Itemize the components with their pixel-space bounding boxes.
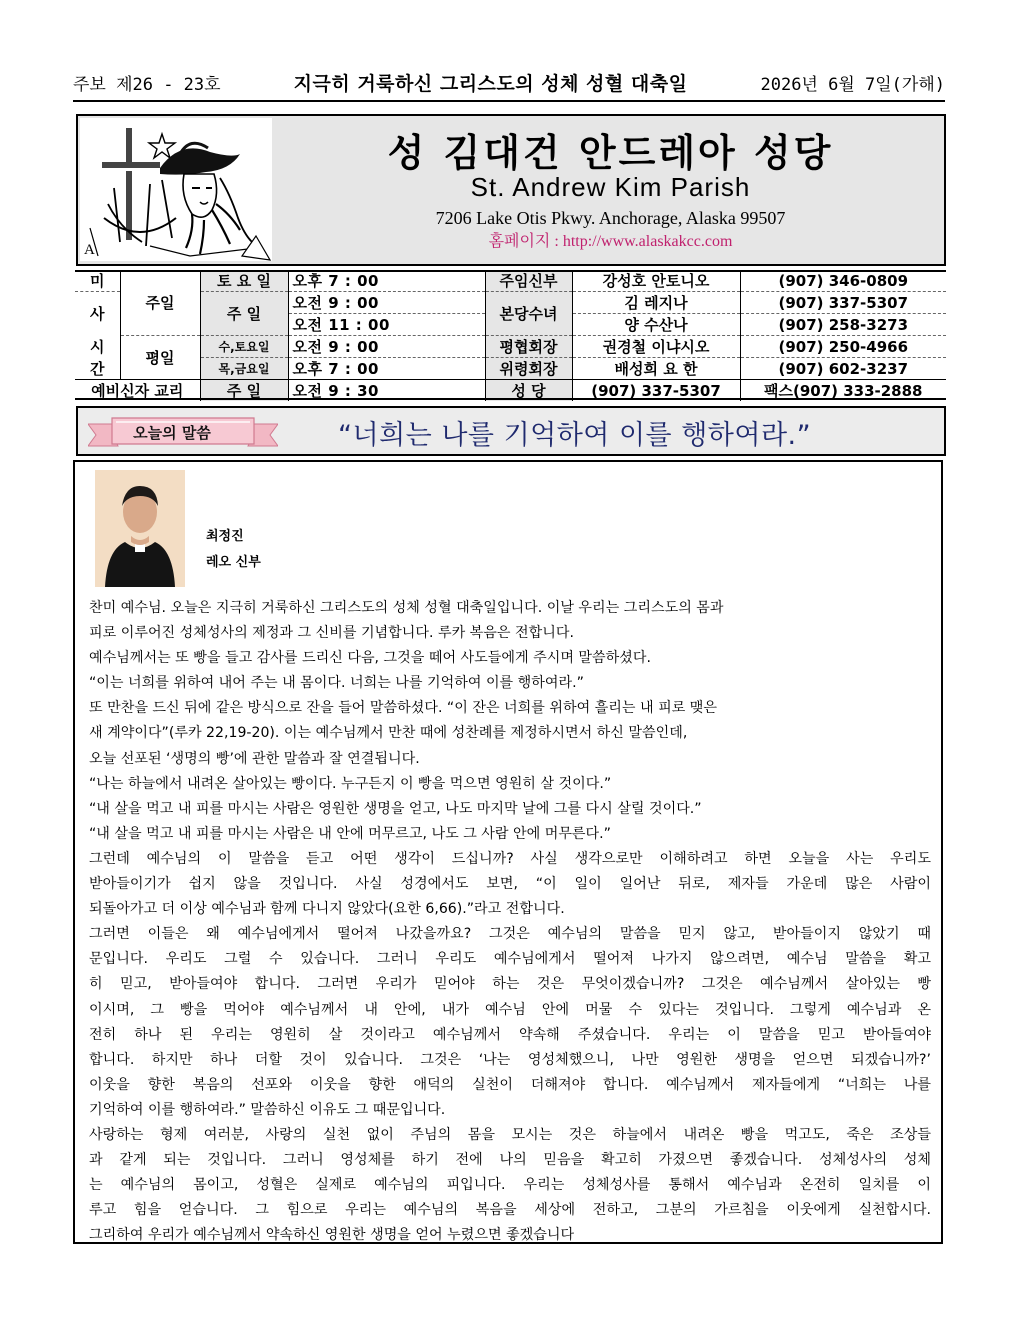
mass-label-4: 간	[75, 358, 120, 380]
author-name: 최정진	[206, 529, 244, 544]
parish-name-korean: 성 김대건 안드레아 성당	[387, 130, 834, 175]
church-label: 성 당	[485, 380, 572, 402]
homily-line: “내 살을 먹고 내 피를 마시는 사람은 영원한 생명을 얻고, 나도 마지막 날에 그를 다시 살릴 것이다.”	[89, 800, 702, 817]
word-of-day-label: 오늘의 말씀	[133, 424, 211, 442]
thu-fri-mass-time: 오후 7 : 00	[288, 358, 485, 380]
homily-line: 되돌아가고 더 이상 예수님과 함께 다니지 않았다(요한 6,66).”라고 전합니다.	[89, 901, 565, 918]
mass-label-2-text: 사	[90, 305, 105, 324]
wed-sat-label: 수,토요일	[200, 336, 288, 358]
church-phone: (907) 337-5307	[572, 380, 740, 402]
homily-line: 이웃을 향한 복음의 선포와 이웃을 향한 애덕의 실천이 더해져야 합니다. 예수님께서 제자들에게 “너희는 나를	[89, 1076, 931, 1093]
homily-line: 전히 하나 된 우리는 영원히 살 것이라고 예수님께서 약속해 주셨습니다. 우리는 이 말씀을 믿고 받아들여야	[89, 1026, 931, 1043]
saint-andrew-logo-icon	[80, 118, 272, 261]
catechism-day: 주 일	[200, 380, 288, 402]
sister-2-name: 양 수산나	[572, 314, 740, 336]
homily-line: 오늘 선포된 ‘생명의 빵’에 관한 말씀과 잘 연결됩니다.	[89, 750, 420, 767]
mass-label-1: 미	[75, 270, 120, 292]
pastor-label: 주임신부	[485, 270, 572, 292]
catechism-label: 예비신자 교리	[75, 380, 200, 402]
mass-label-2	[75, 292, 120, 336]
saturday-mass-time: 오후 7 : 00	[288, 270, 485, 292]
bulletin-top-line	[73, 64, 945, 102]
word-of-day-banner	[76, 406, 946, 456]
parish-logo	[80, 118, 272, 261]
thu-fri-label: 목,금요일	[200, 358, 288, 380]
homily-line: “이는 너희를 위하여 내어 주는 내 몸이다. 너희는 나를 기억하여 이를 행하여라.”	[89, 675, 584, 692]
homily-line: 문입니다. 우리도 그럴 수 있습니다. 그러니 우리도 예수님에게서 떨어져 나가지 않으려면, 예수님 말씀을 확고	[89, 951, 931, 968]
sister-1-name: 김 레지나	[572, 292, 740, 314]
author-title: 레오 신부	[206, 555, 261, 570]
homepage-link[interactable]: 홈페이지 : http://www.alaskakcc.com	[488, 233, 733, 250]
sister-1-phone: (907) 337-5307	[740, 292, 946, 314]
homily-line: 그리하여 우리가 예수님께서 약속하신 영원한 생명을 얻어 누렸으면 좋겠습니다	[89, 1227, 575, 1244]
wed-sat-mass-time: 오전 9 : 00	[288, 336, 485, 358]
homily-line: 합니다. 하지만 하나 더할 것이 있습니다. 그것은 ‘나는 영성체했으니, 나만 영원한 생명을 얻으면 되겠습니까?’	[89, 1051, 931, 1068]
homily-line: 찬미 예수님. 오늘은 지극히 거룩하신 그리스도의 성체 성혈 대축일입니다. 이날 우리는 그리스도의 몸과	[89, 600, 724, 616]
council-label: 평협회장	[485, 336, 572, 358]
parish-header	[76, 114, 946, 266]
sunday-mass-time-1: 오전 9 : 00	[288, 292, 485, 314]
homily-line: “나는 하늘에서 내려온 살아있는 빵이다. 누구든지 이 빵을 먹으면 영원히 살 것이다.”	[89, 775, 612, 792]
homily-line: 는 예수님의 몸이고, 성혈은 실제로 예수님의 피입니다. 우리는 성체성사를 통해서 예수님과 온전히 일치를 이	[89, 1177, 931, 1194]
catechism-time: 오전 9 : 30	[288, 380, 485, 402]
council-name: 권경철 이냐시오	[572, 336, 740, 358]
mass-label-3: 시	[90, 338, 105, 356]
homily-line: 또 만찬을 드신 뒤에 같은 방식으로 잔을 들어 말씀하셨다. “이 잔은 너희를 위하여 흘리는 내 피로 맺은	[89, 700, 718, 717]
homily-line: 이시며, 그 빵을 먹어야 예수님께서 내 안에, 내가 예수님 안에 머물 수 있다는 것입니다. 그렇게 예수님과 온	[89, 1001, 931, 1018]
homily-text	[89, 596, 931, 1248]
homily-line: “내 살을 먹고 내 피를 마시는 사람은 내 안에 머무르고, 나도 그 사람 안에 머무른다.”	[89, 825, 611, 842]
homily-line: 기억하여 이를 행하여라.” 말씀하신 이유도 그 때문입니다.	[89, 1101, 446, 1118]
sister-2-phone: (907) 258-3273	[740, 314, 946, 336]
saturday-label: 토 요 일	[200, 270, 288, 292]
homily-line: 사랑하는 형제 여러분, 사랑의 실천 없이 주님의 몸을 모시는 것은 하늘에서 내려온 빵을 먹고도, 죽은 조상들	[89, 1126, 931, 1143]
word-of-day-text: “너희는 나를 기억하여 이를 행하여라.”	[338, 420, 812, 451]
homily-box	[73, 460, 943, 1244]
homily-line: 루고 힘을 얻습니다. 그 힘으로 우리는 예수님의 복음을 세상에 전하고, 그분의 가르침을 이웃에게 실천합시다.	[89, 1202, 931, 1219]
weekday-label: 평일	[120, 336, 200, 380]
sisters-label: 본당수녀	[485, 292, 572, 336]
sunday-label: 주일	[120, 270, 200, 336]
homily-line: 피로 이루어진 성체성사의 제정과 그 신비를 기념합니다. 루카 복음은 전합니다.	[89, 625, 574, 642]
homily-line: 그러면 이들은 왜 예수님에게서 떨어져 나갔을까요? 그것은 예수님의 말씀을 믿지 않고, 받아들이지 않았기 때	[89, 926, 931, 943]
bulletin-date: 2026년 6월 7일(가해)	[760, 74, 945, 95]
homily-line: 새 계약이다”(루카 22,19-20). 이는 예수님께서 만찬 때에 성찬례를 제정하시면서 하신 말씀인데,	[89, 725, 688, 742]
homily-line: 예수님께서는 또 빵을 들고 감사를 드리신 다음, 그것을 떼어 사도들에게 주시며 말씀하셨다.	[89, 650, 651, 667]
homily-line: 그런데 예수님의 이 말씀을 듣고 어떤 생각이 드십니까? 사실 생각으로만 이해하려고 하면 오늘을 사는 우리도	[89, 850, 931, 867]
issue-number: 주보 제26 - 23호	[73, 74, 221, 95]
steering-label: 위령회장	[485, 358, 572, 380]
priest-photo	[95, 470, 185, 587]
sunday-mass-time-2: 오전 11 : 00	[288, 314, 485, 336]
feast-title: 지극히 거룩하신 그리스도의 성체 성혈 대축일	[293, 72, 688, 95]
parish-address: 7206 Lake Otis Pkwy. Anchorage, Alaska 99507	[435, 208, 786, 228]
steering-phone: (907) 602-3237	[740, 358, 946, 380]
pastor-phone: (907) 346-0809	[740, 270, 946, 292]
parish-name-english: St. Andrew Kim Parish	[470, 172, 751, 202]
homily-line: 받아들이기가 쉽지 않을 것입니다. 사실 성경에서도 보면, “이 일이 일어난 뒤로, 제자들 가운데 많은 사람이	[89, 876, 931, 893]
mass-schedule-table	[75, 270, 946, 401]
sunday-day-label: 주 일	[200, 292, 288, 336]
council-phone: (907) 250-4966	[740, 336, 946, 358]
homily-line: 과 같게 되는 것입니다. 그러니 영성체를 하기 전에 나의 믿음을 확고히 가졌으면 좋겠습니다. 성체성사의 성체	[89, 1152, 931, 1169]
logo-letter: A	[84, 242, 95, 258]
pastor-name: 강성호 안토니오	[572, 270, 740, 292]
steering-name: 배성희 요 한	[572, 358, 740, 380]
homily-line: 히 믿고, 받아들여야 합니다. 그러면 우리가 믿어야 하는 것은 무엇이겠습니까? 그것은 예수님께서 살아있는 빵	[89, 976, 931, 993]
fax-number: 팩스(907) 333-2888	[740, 380, 946, 402]
